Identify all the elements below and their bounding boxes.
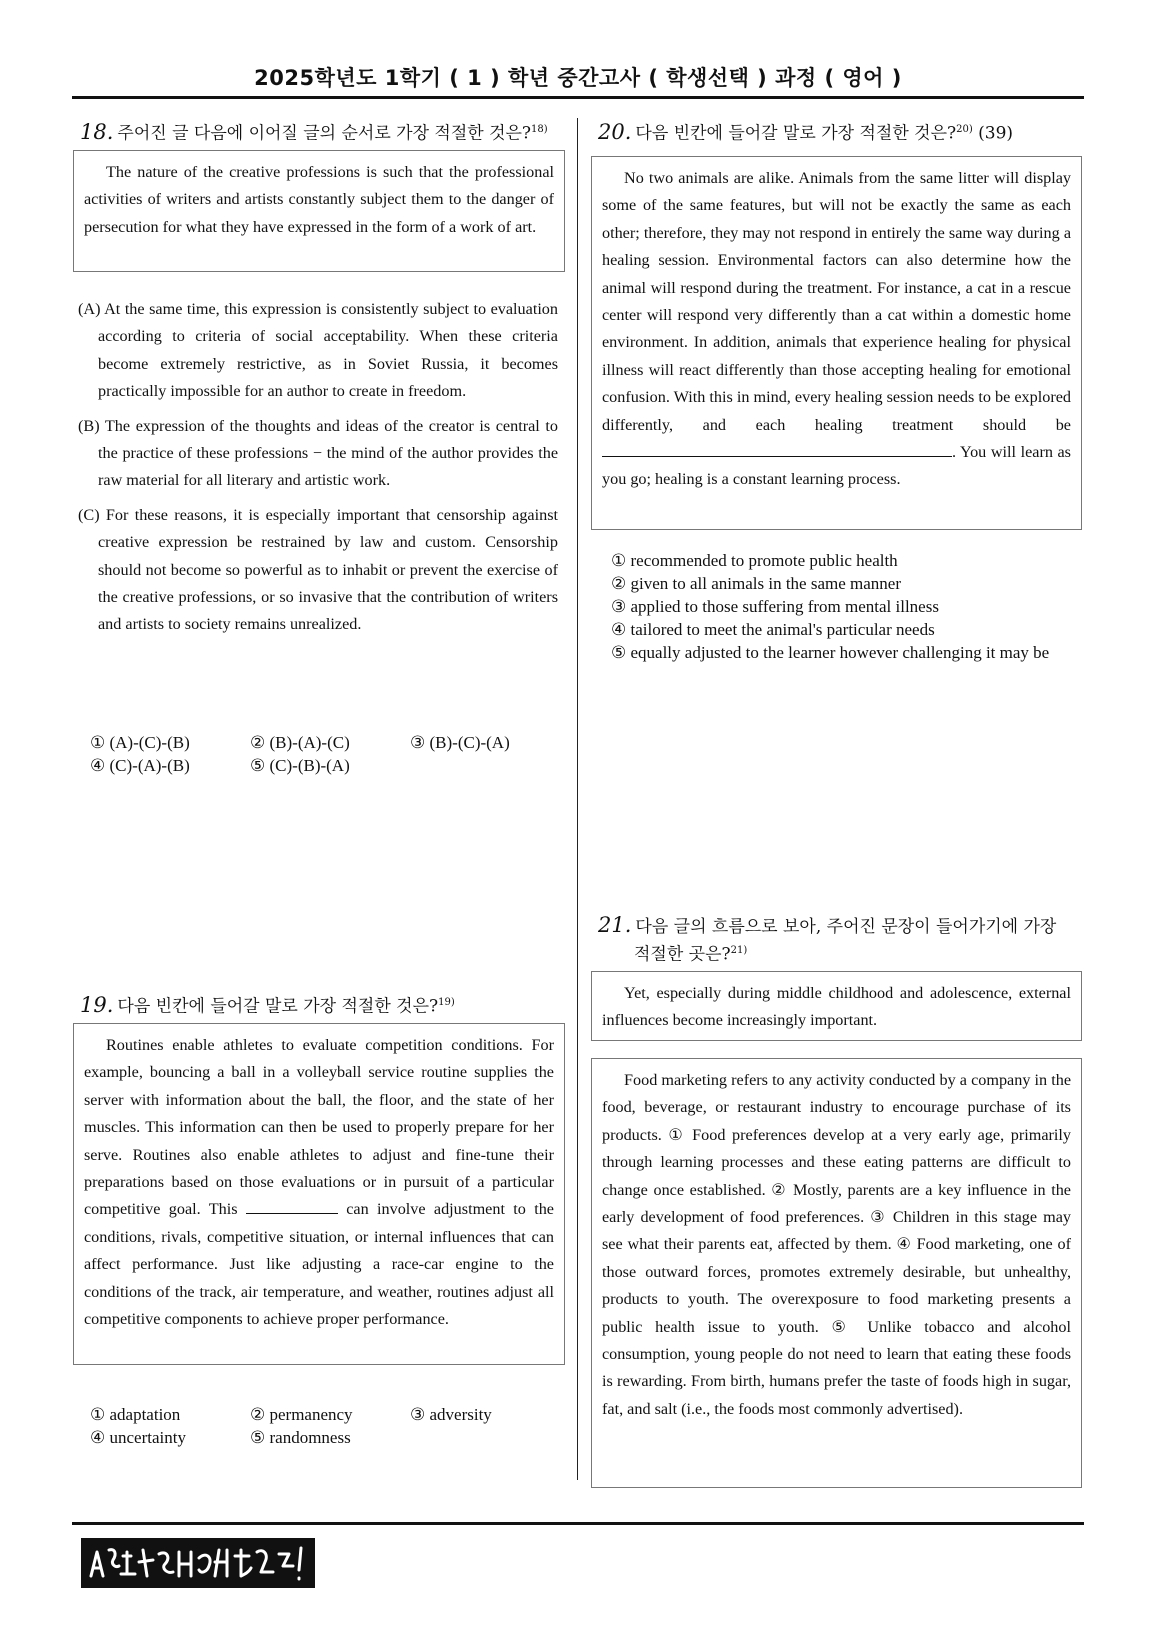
q19-number: 19. (80, 992, 114, 1017)
q21-prompt-line2: 적절한 곳은? (634, 944, 731, 965)
q18-given-text: The nature of the creative professions is such that the professional activities of writers and artists constantly subject them to the danger of persecution for what they have expressed in the form of a work of art. (84, 163, 554, 236)
q18-choice-2[interactable]: ② (B)-(A)-(C) (250, 733, 350, 752)
q19-prompt: 다음 빈칸에 들어갈 말로 가장 적절한 것은? (117, 996, 439, 1017)
q20-choice-1[interactable]: ① recommended to promote public health (611, 551, 898, 570)
q18-number: 18. (80, 119, 114, 144)
q19-text-before: Routines enable athletes to evaluate competition conditions. For example, bouncing a ball in a volleyball service routine supplies the server with information about the ball, the floor, and the state of her muscles. This information can then be used to properly prepare for her serve. Routines also enable athletes to adjust and fine-tune their preparations based on those evaluations or in pursuit of a particular competitive goal. This (84, 1036, 554, 1219)
q19-footnote: 19) (438, 997, 455, 1008)
q21-passage-box (591, 1058, 1082, 1488)
q18-given-box (73, 150, 565, 272)
q18-choice-5[interactable]: ⑤ (C)-(B)-(A) (250, 756, 350, 775)
q20-passage (602, 165, 1071, 494)
slogan-logo (81, 1538, 315, 1588)
q19-blank (246, 1199, 338, 1214)
q21-given-box (591, 971, 1082, 1041)
q21-prompt-line1: 다음 글의 흐름으로 보아, 주어진 문장이 들어가기에 가장 (635, 917, 1057, 937)
q20-text-before: No two animals are alike. Animals from the same litter will display some of the same features, but will not be exactly the same as each other; therefore, they may not respond in entirely the same way during a healing session. Environmental factors can also determine how the animal will respond during the treatment. For instance, a cat in a rescue center will respond very differently than a cat within a domestic home environment. In addition, animals that experience healing for physical illness will react differently than those accepting healing for emotional confusion. With this in mind, every healing session needs to be explored differently, and each healing treatment should be (602, 169, 1071, 434)
q19-title (80, 991, 560, 1019)
q21-footnote: 21) (730, 945, 748, 956)
q18-title (80, 118, 560, 146)
q18-prompt: 주어진 글 다음에 이어질 글의 순서로 가장 적절한 것은? (117, 123, 532, 144)
q20-title (598, 118, 1078, 146)
q18-choices (90, 731, 570, 777)
q19-passage-box (73, 1023, 565, 1365)
handwritten-slogan-graphic (81, 1538, 315, 1588)
q18-part-a: (A) At the same time, this expression is consistently subject to evaluation according to criteria of social acceptability. When these criteria become extremely restrictive, as in Soviet Russia, it becomes practically impossible for an author to create in freedom. (78, 300, 558, 401)
q20-footnote: 20) (956, 124, 973, 135)
q18-parts (78, 296, 558, 646)
q20-number: 20. (598, 119, 632, 144)
q21-passage: Food marketing refers to any activity conducted by a company in the food, beverage, or restaurant industry to encourage purchase of its products. ① Food preferences develop at a very early age, primarily through learning processes and these eating patterns are difficult to change once established. ② Mostly, parents are a key influence in the early development of food preferences. ③ Children in this stage may see what their parents eat, affected by them. ④ Food marketing, one of those outward forces, promotes extremely desirable, but unhealthy, products to youth. The overexposure to food marketing presents a public health issue to youth. ⑤ Unlike tobacco and alcohol consumption, young people do not need to learn that eating these foods is rewarding. From birth, humans prefer the taste of foods high in sugar, fat, and salt (i.e., the foods most commonly advertised). (602, 1071, 1071, 1418)
q20-choice-3[interactable]: ③ applied to those suffering from mental illness (611, 597, 939, 616)
q20-prompt: 다음 빈칸에 들어갈 말로 가장 적절한 것은? (635, 123, 957, 144)
q19-choice-2[interactable]: ② permanency (250, 1405, 353, 1424)
q18-choice-4[interactable]: ④ (C)-(A)-(B) (90, 756, 190, 775)
q21-number: 21. (598, 913, 632, 937)
q20-passage-box (591, 156, 1082, 530)
q20-blank (602, 442, 952, 457)
q18-part-b: (B) The expression of the thoughts and ideas of the creator is central to the practice of these professions − the mind of the author provides the raw material for all literary and artistic work. (78, 416, 558, 490)
q20-text-after: . You will learn as you go; healing is a constant learning process. (602, 443, 1071, 489)
q19-choice-5[interactable]: ⑤ randomness (250, 1428, 351, 1447)
q20-choice-5[interactable]: ⑤ equally adjusted to the learner however challenging it may be (611, 643, 1050, 662)
q20-source-number: (39) (978, 123, 1014, 144)
q18-part-c: (C) For these reasons, it is especially important that censorship against creative expression be restrained by law and custom. Censorship should not become so powerful as to inhabit or prevent the exercise of the creative professions, or so invasive that the contribution of writers and artists to society remains unrealized. (78, 505, 558, 634)
q20-choice-2[interactable]: ② given to all animals in the same manner (611, 574, 901, 593)
q21-title (598, 913, 1083, 967)
q20-choices (611, 549, 1079, 664)
q19-passage (84, 1032, 554, 1333)
q20-choice-4[interactable]: ④ tailored to meet the animal's particular needs (611, 620, 935, 639)
q18-choice-1[interactable]: ① (A)-(C)-(B) (90, 733, 190, 752)
q18-choice-3[interactable]: ③ (B)-(C)-(A) (410, 733, 510, 752)
footer-rule (72, 1522, 1084, 1525)
header-rule (72, 96, 1084, 99)
exam-title: 2025학년도 1학기 ( 1 ) 학년 중간고사 ( 학생선택 ) 과정 ( 영어 ) (254, 66, 902, 90)
q21-given-text: Yet, especially during middle childhood and adolescence, external influences become increasingly important. (602, 984, 1071, 1030)
column-divider (577, 118, 578, 1480)
q19-text-after: can involve adjustment to the conditions, rivals, competitive situation, or internal influences that can affect performance. Just like adjusting a race-car engine to the conditions of the track, air temperature, and weather, routines adjust all competitive components to achieve proper performance. (84, 1200, 554, 1329)
q19-choice-3[interactable]: ③ adversity (410, 1405, 492, 1424)
q18-footnote: 18) (531, 124, 548, 135)
q19-choice-1[interactable]: ① adaptation (90, 1405, 181, 1424)
q19-choices (90, 1403, 570, 1449)
q19-choice-4[interactable]: ④ uncertainty (90, 1428, 186, 1447)
